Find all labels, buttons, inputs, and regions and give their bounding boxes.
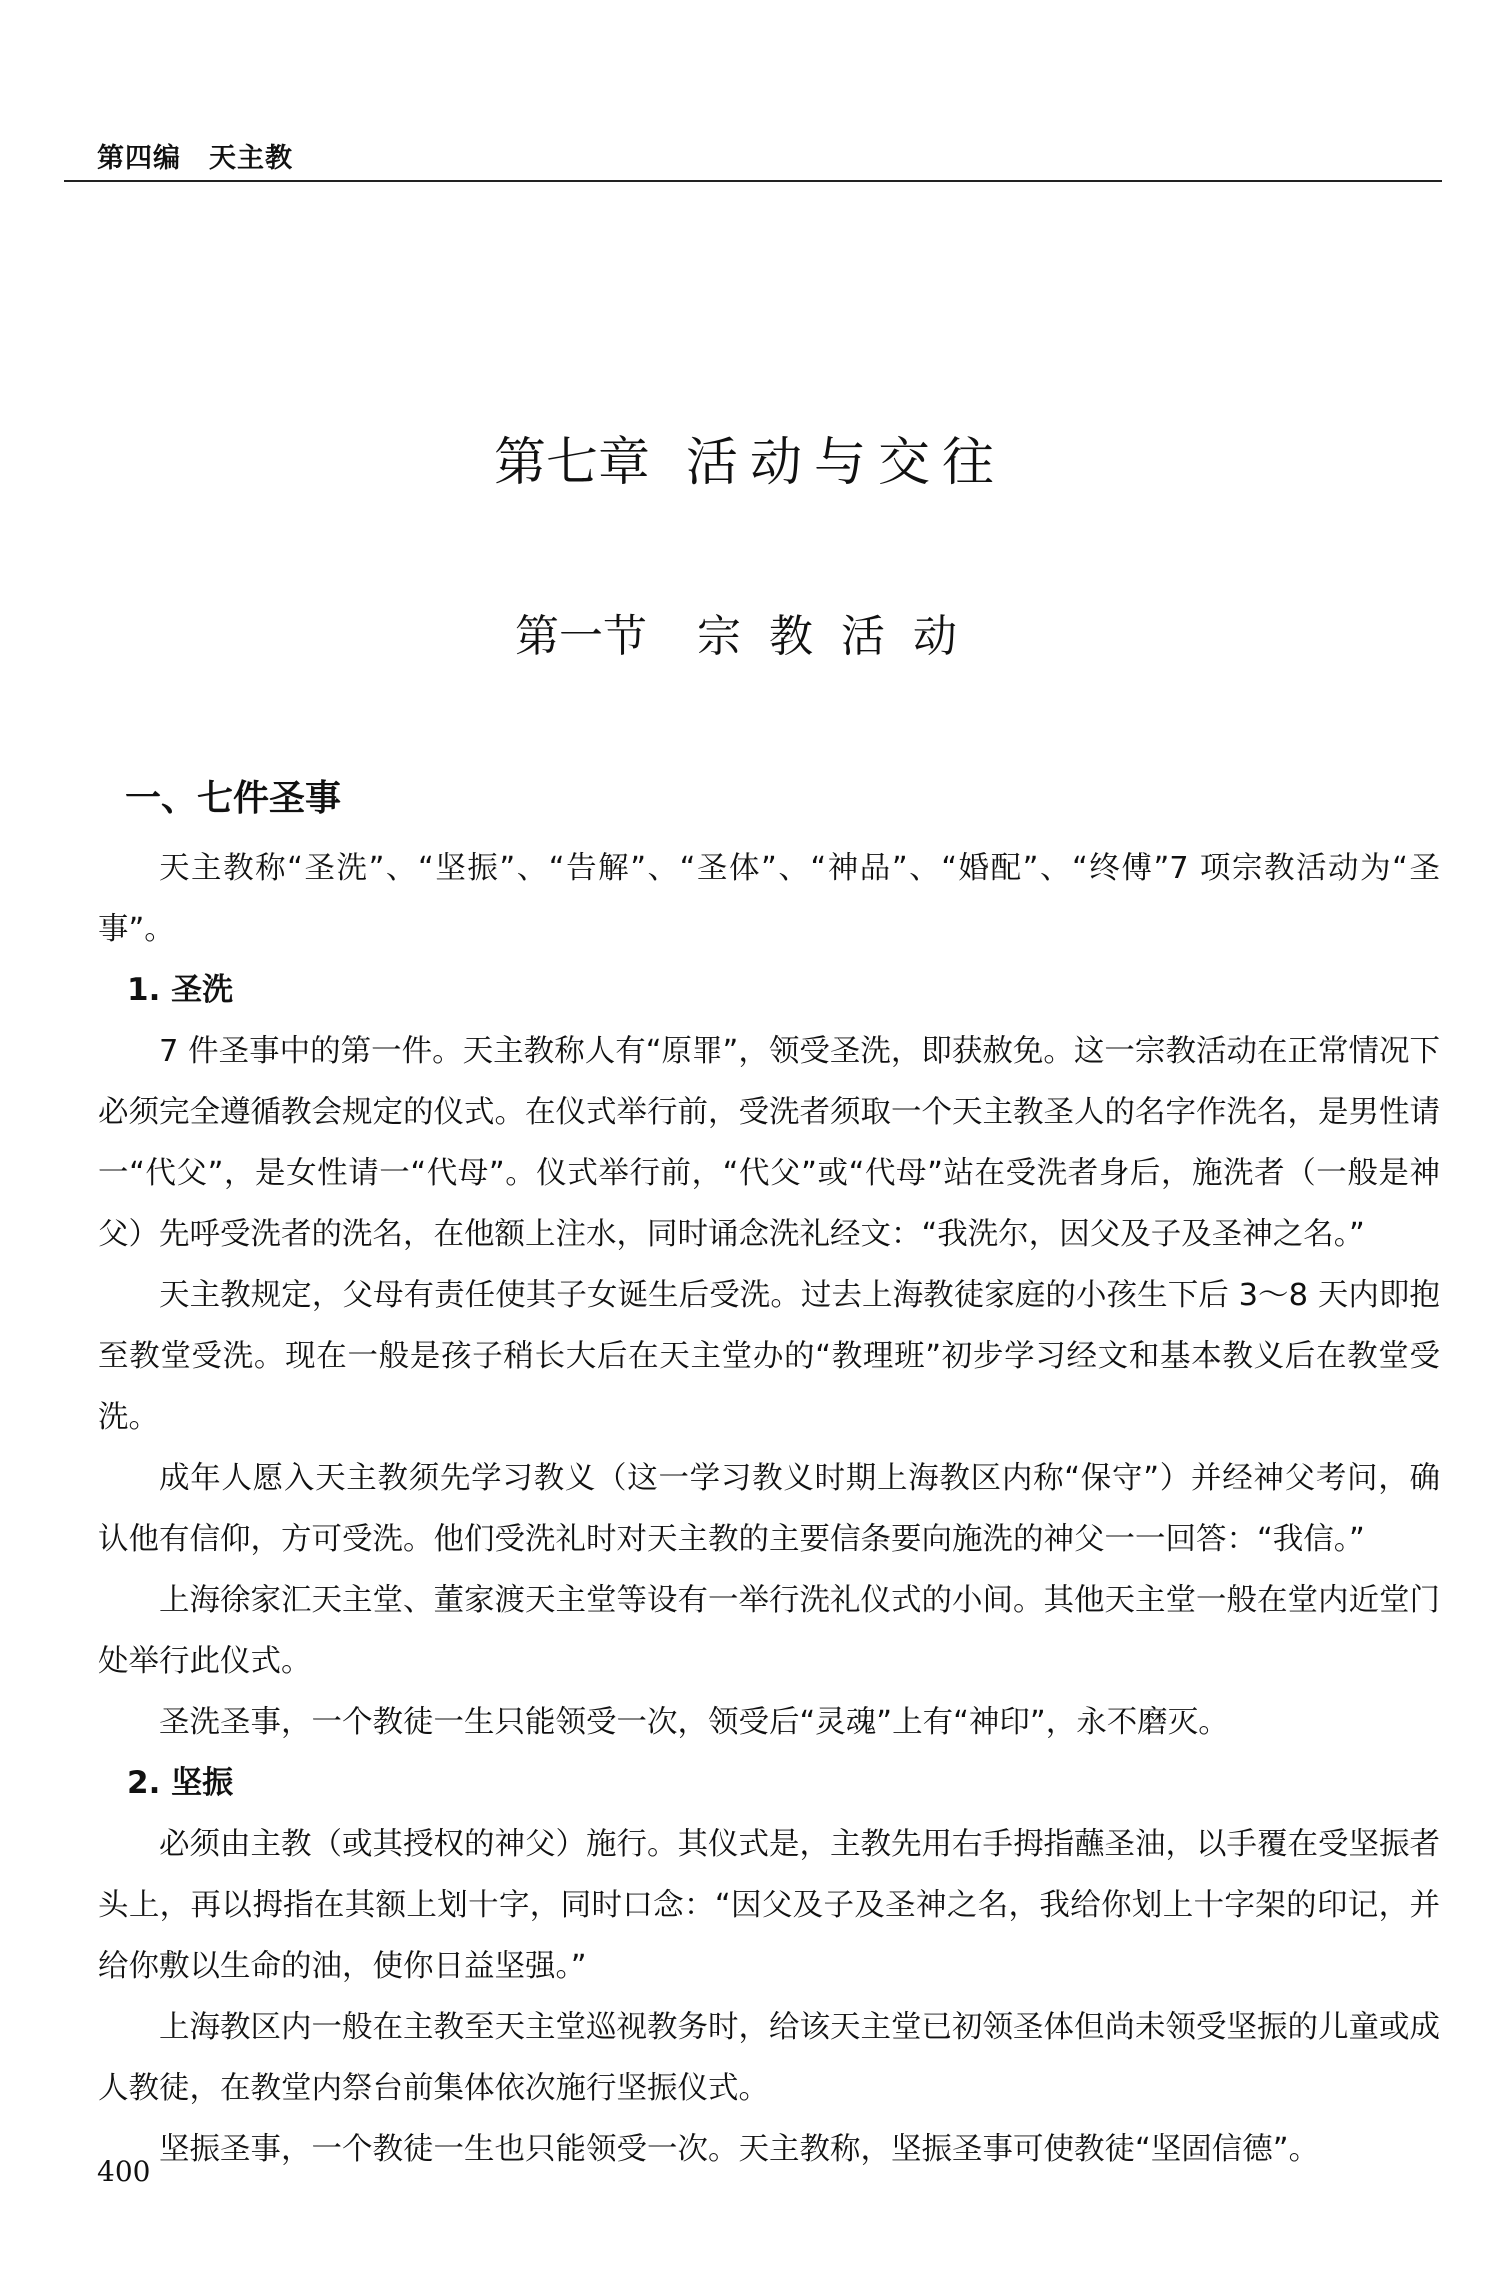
paragraph: 必须由主教（或其授权的神父）施行。其仪式是，主教先用右手拇指蘸圣油，以手覆在受坚振者头上，再以拇指在其额上划十字，同时口念：“因父及子及圣神之名，我给你划上十字架的印记，并给你敷以生命的油，使你日益坚强。” <box>98 1827 1440 1984</box>
chapter-title <box>0 420 1500 495</box>
body-text <box>98 838 1440 2180</box>
item-heading: 1. 圣洗 <box>127 972 234 1008</box>
paragraph: 天主教称“圣洗”、“坚振”、“告解”、“圣体”、“神品”、“婚配”、“终傅”7 项宗教活动为“圣事”。 <box>98 851 1440 947</box>
running-head-part: 第四编 <box>97 143 181 174</box>
paragraph: 上海徐家汇天主堂、董家渡天主堂等设有一举行洗礼仪式的小间。其他天主堂一般在堂内近堂门处举行此仪式。 <box>98 1583 1440 1679</box>
paragraph: 圣洗圣事，一个教徒一生只能领受一次，领受后“灵魂”上有“神印”，永不磨灭。 <box>159 1705 1229 1740</box>
running-head <box>97 136 293 175</box>
chapter-name: 活动与交往 <box>686 433 1007 493</box>
page-number: 400 <box>97 2155 151 2188</box>
running-head-title: 天主教 <box>209 143 293 174</box>
section-title <box>0 600 1500 664</box>
section-number: 第一节 <box>515 611 647 662</box>
paragraph: 成年人愿入天主教须先学习教义（这一学习教义时期上海教区内称“保守”）并经神父考问，确认他有信仰，方可受洗。他们受洗礼时对天主教的主要信条要向施洗的神父一一回答：“我信。” <box>98 1461 1440 1557</box>
paragraph: 天主教规定，父母有责任使其子女诞生后受洗。过去上海教徒家庭的小孩生下后 3～8 天内即抱至教堂受洗。现在一般是孩子稍长大后在天主堂办的“教理班”初步学习经文和基本教义后在教堂受洗。 <box>98 1278 1440 1435</box>
header-rule <box>64 180 1442 182</box>
subsection-heading: 一、七件圣事 <box>125 778 342 819</box>
paragraph: 上海教区内一般在主教至天主堂巡视教务时，给该天主堂已初领圣体但尚未领受坚振的儿童或成人教徒，在教堂内祭台前集体依次施行坚振仪式。 <box>98 2010 1440 2106</box>
paragraph: 7 件圣事中的第一件。天主教称人有“原罪”，领受圣洗，即获赦免。这一宗教活动在正常情况下必须完全遵循教会规定的仪式。在仪式举行前，受洗者须取一个天主教圣人的名字作洗名，是男性请一“代父”，是女性请一“代母”。仪式举行前，“代父”或“代母”站在受洗者身后，施洗者（一般是神父）先呼受洗者的洗名，在他额上注水，同时诵念洗礼经文：“我洗尔，因父及子及圣神之名。” <box>98 1034 1440 1252</box>
section-name: 宗教活动 <box>697 611 985 662</box>
item-heading: 2. 坚振 <box>127 1765 234 1801</box>
chapter-number: 第七章 <box>493 433 650 493</box>
paragraph: 坚振圣事，一个教徒一生也只能领受一次。天主教称，坚振圣事可使教徒“坚固信德”。 <box>159 2132 1320 2167</box>
